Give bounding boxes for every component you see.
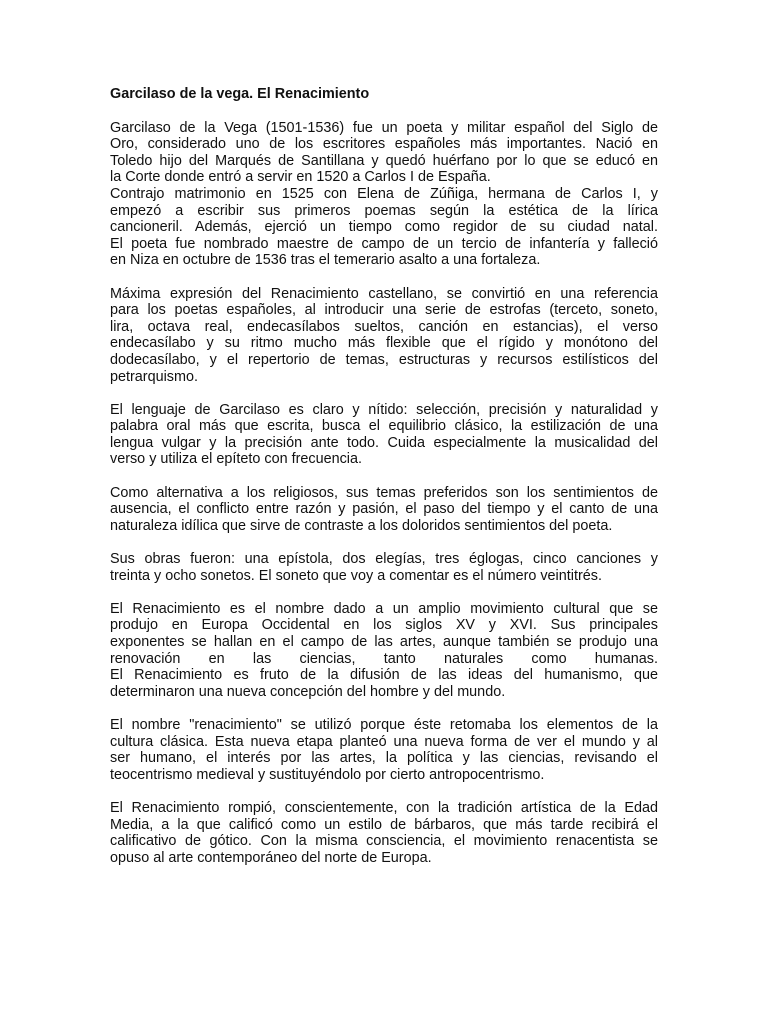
text-line: la Corte donde entró a servir en 1520 a Carlos I de España. — [110, 169, 491, 186]
document-title: Garcilaso de la vega. El Renacimiento — [110, 86, 370, 102]
text-line: Máxima expresión del Renacimiento castellano, se convirtió en una referencia — [110, 285, 658, 302]
text-line: calificativo de gótico. Con la misma consciencia, el movimiento renacentista se — [110, 833, 658, 850]
text-line: opuso al arte contemporáneo del norte de Europa. — [110, 849, 432, 866]
text-line: palabra oral más que escrita, busca el equilibrio clásico, la estilización de una — [110, 418, 658, 435]
paragraph — [110, 402, 658, 468]
paragraph — [110, 800, 658, 866]
text-line: petrarquismo. — [110, 368, 198, 385]
paragraph — [110, 717, 658, 783]
text-line: El nombre "renacimiento" se utilizó porque éste retomaba los elementos de la — [110, 716, 658, 733]
text-line: exponentes se hallan en el campo de las artes, aunque también se produjo una — [110, 634, 658, 650]
text-line: Garcilaso de la Vega (1501-1536) fue un poeta y militar español del Siglo de — [110, 119, 658, 136]
text-line: Como alternativa a los religiosos, sus temas preferidos son los sentimientos de — [110, 484, 658, 501]
text-line: Sus obras fueron: una epístola, dos elegías, tres églogas, cinco canciones y — [110, 551, 658, 568]
text-line: cultura clásica. Esta nueva etapa planteó una nueva forma de ver el mundo y al — [110, 733, 658, 750]
paragraph — [110, 601, 658, 701]
text-line: en Niza en octubre de 1536 tras el temerario asalto a una fortaleza. — [110, 252, 541, 269]
text-line: para los poetas españoles, al introducir una serie de estrofas (terceto, soneto, — [110, 302, 658, 319]
paragraph — [110, 120, 658, 269]
document-body — [110, 120, 658, 867]
text-line: Contrajo matrimonio en 1525 con Elena de Zúñiga, hermana de Carlos I, y — [110, 185, 658, 202]
text-line: cancioneril. Además, ejerció un tiempo como regidor de su ciudad natal. — [110, 219, 658, 236]
paragraph — [110, 551, 658, 584]
text-line: ser humano, el interés por las artes, la política y las ciencias, revisando el — [110, 750, 658, 767]
text-line: endecasílabo y su ritmo mucho más flexible que el rígido y monótono del — [110, 335, 658, 352]
text-line: produjo en Europa Occidental en los siglos XV y XVI. Sus principales — [110, 617, 658, 634]
text-line: Media, a la que calificó como un estilo de bárbaros, que más tarde recibirá el — [110, 816, 658, 833]
text-line: El Renacimiento es el nombre dado a un amplio movimiento cultural que se — [110, 600, 658, 617]
text-line: renovación en las ciencias, tanto naturales como humanas. — [110, 650, 658, 667]
text-line: El poeta fue nombrado maestre de campo de un tercio de infantería y falleció — [110, 235, 658, 252]
text-line: lengua vulgar y la precisión ante todo. Cuida especialmente la musicalidad del — [110, 434, 658, 451]
document-page — [110, 86, 658, 883]
text-line: treinta y ocho sonetos. El soneto que voy a comentar es el número veintitrés. — [110, 567, 602, 584]
text-line: ausencia, el conflicto entre razón y pasión, el paso del tiempo y el canto de una — [110, 501, 658, 518]
paragraph — [110, 485, 658, 535]
text-line: El Renacimiento es fruto de la difusión de las ideas del humanismo, que — [110, 667, 658, 684]
text-line: determinaron una nueva concepción del hombre y del mundo. — [110, 683, 506, 700]
text-line: empezó a escribir sus primeros poemas según la estética de la lírica — [110, 202, 658, 219]
text-line: verso y utiliza el epíteto con frecuencia. — [110, 451, 362, 468]
text-line: El Renacimiento rompió, conscientemente, con la tradición artística de la Edad — [110, 799, 658, 816]
text-line: Toledo hijo del Marqués de Santillana y quedó huérfano por lo que se educó en — [110, 152, 658, 169]
paragraph — [110, 286, 658, 386]
text-line: naturaleza idílica que sirve de contraste a los doloridos sentimientos del poeta. — [110, 517, 613, 534]
text-line: dodecasílabo, y el repertorio de temas, estructuras y recursos estilísticos del — [110, 351, 658, 368]
text-line: Oro, considerado uno de los escritores españoles más importantes. Nació en — [110, 136, 658, 153]
text-line: teocentrismo medieval y sustituyéndolo por cierto antropocentrismo. — [110, 766, 545, 783]
text-line: El lenguaje de Garcilaso es claro y nítido: selección, precisión y naturalidad y — [110, 401, 658, 418]
text-line: lira, octava real, endecasílabos sueltos, canción en estancias), el verso — [110, 318, 658, 335]
